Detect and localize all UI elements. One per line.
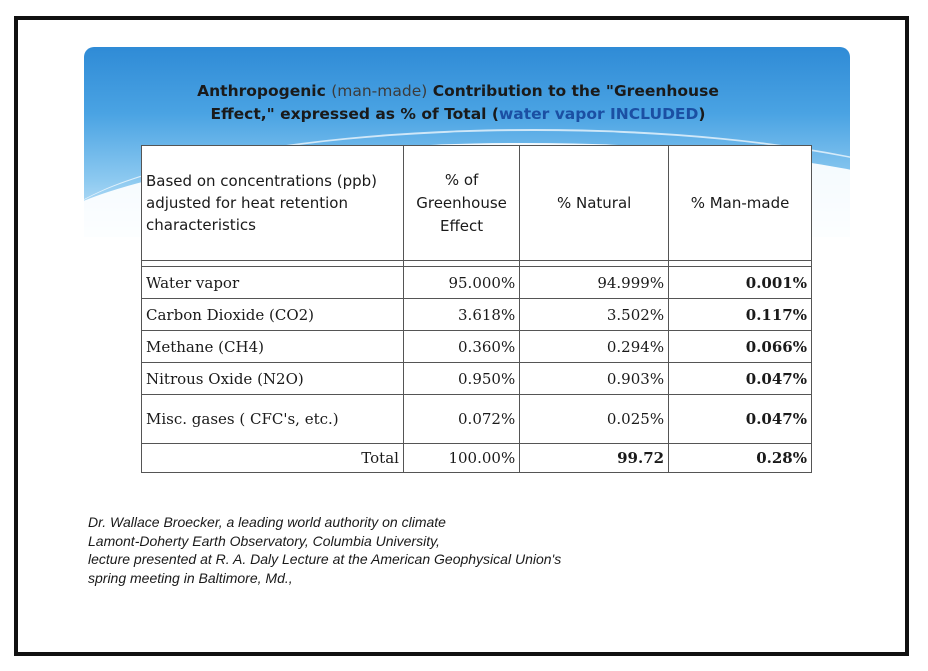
title-part3: Contribution to the "Greenhouse bbox=[427, 82, 719, 100]
total-manmade: 0.28% bbox=[669, 444, 812, 473]
attribution-line: Lamont-Doherty Earth Observatory, Columbia University, bbox=[88, 532, 440, 549]
row-label: Methane (CH4) bbox=[142, 331, 404, 363]
table-row bbox=[142, 395, 812, 444]
row-effect: 95.000% bbox=[403, 267, 519, 299]
total-label: Total bbox=[142, 444, 404, 473]
attribution-line: spring meeting in Baltimore, Md., bbox=[88, 569, 293, 586]
attribution-line: lecture presented at R. A. Daly Lecture at the American Geophysical Union's bbox=[88, 551, 562, 567]
row-natural: 0.025% bbox=[520, 395, 669, 444]
title-line2-part3: ) bbox=[698, 105, 706, 123]
row-label: Nitrous Oxide (N2O) bbox=[142, 363, 404, 395]
slide-frame bbox=[14, 16, 909, 656]
row-natural: 0.294% bbox=[520, 331, 669, 363]
table-row bbox=[142, 331, 812, 363]
header-effect: % of Greenhouse Effect bbox=[403, 146, 519, 261]
row-effect: 0.950% bbox=[403, 363, 519, 395]
title-line2-part2: water vapor INCLUDED bbox=[498, 105, 699, 123]
title-part1: Anthropogenic bbox=[197, 82, 332, 100]
table-header-row bbox=[142, 146, 812, 261]
table-total-row bbox=[142, 444, 812, 473]
row-natural: 94.999% bbox=[520, 267, 669, 299]
row-label: Water vapor bbox=[142, 267, 404, 299]
row-effect: 0.072% bbox=[403, 395, 519, 444]
title-part2: (man-made) bbox=[331, 82, 428, 100]
row-effect: 3.618% bbox=[403, 299, 519, 331]
attribution-line: Dr. Wallace Broecker, a leading world authority on climate bbox=[88, 514, 446, 530]
row-manmade: 0.117% bbox=[669, 299, 812, 331]
title-line2-part1: Effect," expressed as % of Total ( bbox=[210, 105, 499, 123]
header-natural: % Natural bbox=[520, 146, 669, 261]
table-row bbox=[142, 363, 812, 395]
total-effect: 100.00% bbox=[403, 444, 519, 473]
row-manmade: 0.001% bbox=[669, 267, 812, 299]
row-label: Misc. gases ( CFC's, etc.) bbox=[142, 395, 404, 444]
row-natural: 3.502% bbox=[520, 299, 669, 331]
table-row bbox=[142, 267, 812, 299]
row-manmade: 0.066% bbox=[669, 331, 812, 363]
row-effect: 0.360% bbox=[403, 331, 519, 363]
total-natural: 99.72 bbox=[520, 444, 669, 473]
row-manmade: 0.047% bbox=[669, 395, 812, 444]
header-manmade: % Man-made bbox=[669, 146, 812, 261]
table-row bbox=[142, 299, 812, 331]
row-manmade: 0.047% bbox=[669, 363, 812, 395]
slide-title bbox=[168, 80, 748, 126]
row-natural: 0.903% bbox=[520, 363, 669, 395]
attribution bbox=[88, 513, 788, 587]
greenhouse-table bbox=[141, 145, 812, 473]
header-basis: Based on concentrations (ppb) adjusted for heat retention characteristics bbox=[142, 146, 404, 261]
row-label: Carbon Dioxide (CO2) bbox=[142, 299, 404, 331]
